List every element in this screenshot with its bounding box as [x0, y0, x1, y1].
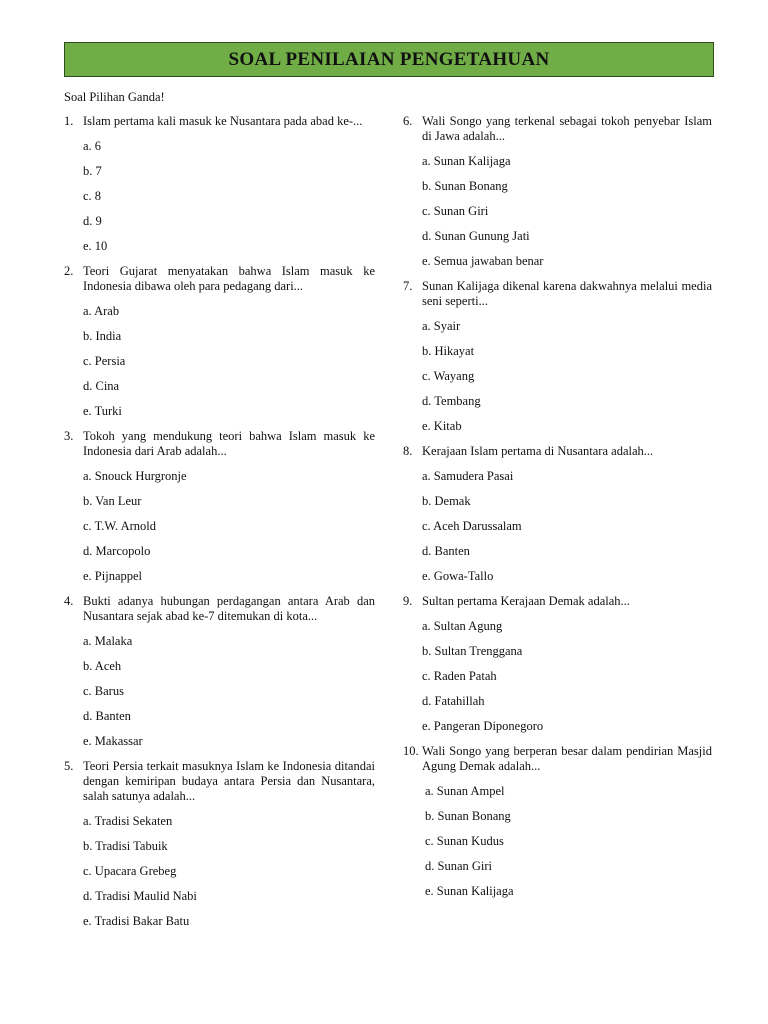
section-subtitle: Soal Pilihan Ganda! — [64, 90, 165, 104]
option-b: b. Tradisi Tabuik — [83, 839, 168, 853]
option-b: b. India — [83, 329, 122, 343]
option-d: d. Cina — [83, 379, 120, 393]
option-d: d. Fatahillah — [422, 694, 485, 708]
question-number: 9. — [403, 594, 413, 608]
question-number: 5. — [64, 759, 74, 773]
option-d: d. Tradisi Maulid Nabi — [83, 889, 197, 903]
option-c: c. Raden Patah — [422, 669, 497, 683]
option-d: d. Sunan Giri — [425, 859, 493, 873]
option-d: d. Marcopolo — [83, 544, 151, 558]
option-c: c. 8 — [83, 189, 102, 203]
option-b: b. Sunan Bonang — [425, 809, 511, 823]
option-d: d. Banten — [422, 544, 470, 558]
question-1 — [64, 114, 375, 254]
page-title-banner — [64, 42, 714, 77]
option-d: d. Sunan Gunung Jati — [422, 229, 530, 243]
option-a: a. Malaka — [83, 634, 133, 648]
option-a: a. Syair — [422, 319, 461, 333]
question-7 — [403, 279, 712, 434]
option-a: a. Sunan Kalijaga — [422, 154, 511, 168]
question-number: 4. — [64, 594, 74, 608]
option-c: c. Barus — [83, 684, 124, 698]
question-number: 10. — [403, 744, 419, 758]
question-number: 7. — [403, 279, 413, 293]
question-10 — [403, 744, 712, 899]
question-text: Wali Songo yang berperan besar dalam pendirian Masjid Agung Demak adalah... — [422, 744, 712, 773]
option-a: a. 6 — [83, 139, 102, 153]
question-text: Teori Gujarat menyatakan bahwa Islam masuk ke Indonesia dibawa oleh para pedagang dari... — [83, 264, 375, 293]
question-9 — [403, 594, 712, 734]
option-c: c. Sunan Giri — [422, 204, 489, 218]
option-c: c. Upacara Grebeg — [83, 864, 177, 878]
question-6 — [403, 114, 712, 269]
option-b: b. Demak — [422, 494, 471, 508]
option-e: e. Sunan Kalijaga — [425, 884, 514, 898]
left-column — [64, 114, 375, 939]
option-e: e. Gowa-Tallo — [422, 569, 494, 583]
question-number: 8. — [403, 444, 413, 458]
option-e: e. Pangeran Diponegoro — [422, 719, 544, 733]
option-b: b. Aceh — [83, 659, 122, 673]
question-number: 1. — [64, 114, 74, 128]
option-d: d. Tembang — [422, 394, 481, 408]
option-c: c. Sunan Kudus — [425, 834, 504, 848]
question-text: Tokoh yang mendukung teori bahwa Islam masuk ke Indonesia dari Arab adalah... — [83, 429, 375, 458]
option-b: b. Van Leur — [83, 494, 142, 508]
question-text: Wali Songo yang terkenal sebagai tokoh penyebar Islam di Jawa adalah... — [422, 114, 712, 143]
option-a: a. Snouck Hurgronje — [83, 469, 187, 483]
option-d: d. 9 — [83, 214, 102, 228]
option-a: a. Tradisi Sekaten — [83, 814, 173, 828]
option-c: c. T.W. Arnold — [83, 519, 157, 533]
option-a: a. Samudera Pasai — [422, 469, 514, 483]
question-text: Kerajaan Islam pertama di Nusantara adalah... — [422, 444, 654, 458]
option-a: a. Arab — [83, 304, 120, 318]
question-text: Sunan Kalijaga dikenal karena dakwahnya melalui media seni seperti... — [422, 279, 712, 308]
question-8 — [403, 444, 712, 584]
option-e: e. Turki — [83, 404, 122, 418]
question-2 — [64, 264, 375, 419]
question-number: 2. — [64, 264, 74, 278]
option-e: e. Semua jawaban benar — [422, 254, 544, 268]
question-5 — [64, 759, 375, 929]
option-b: b. Sultan Trenggana — [422, 644, 523, 658]
option-e: e. Kitab — [422, 419, 462, 433]
option-b: b. 7 — [83, 164, 102, 178]
question-4 — [64, 594, 375, 749]
question-number: 6. — [403, 114, 413, 128]
option-d: d. Banten — [83, 709, 131, 723]
question-text: Islam pertama kali masuk ke Nusantara pada abad ke-... — [83, 114, 363, 128]
question-text: Bukti adanya hubungan perdagangan antara Arab dan Nusantara sejak abad ke-7 ditemukan di kota... — [83, 594, 375, 623]
option-e: e. Pijnappel — [83, 569, 143, 583]
option-b: b. Hikayat — [422, 344, 475, 358]
page-title: SOAL PENILAIAN PENGETAHUAN — [228, 48, 550, 70]
option-c: c. Aceh Darussalam — [422, 519, 522, 533]
option-b: b. Sunan Bonang — [422, 179, 508, 193]
option-a: a. Sultan Agung — [422, 619, 503, 633]
question-text: Teori Persia terkait masuknya Islam ke Indonesia ditandai dengan kemiripan budaya antara Persia dan Nusantara, salah satunya adalah... — [83, 759, 375, 803]
question-3 — [64, 429, 375, 584]
option-c: c. Wayang — [422, 369, 475, 383]
option-a: a. Sunan Ampel — [425, 784, 505, 798]
option-e: e. Tradisi Bakar Batu — [83, 914, 190, 928]
option-c: c. Persia — [83, 354, 126, 368]
right-column — [403, 114, 712, 909]
question-number: 3. — [64, 429, 74, 443]
option-e: e. 10 — [83, 239, 108, 253]
question-text: Sultan pertama Kerajaan Demak adalah... — [422, 594, 630, 608]
option-e: e. Makassar — [83, 734, 143, 748]
